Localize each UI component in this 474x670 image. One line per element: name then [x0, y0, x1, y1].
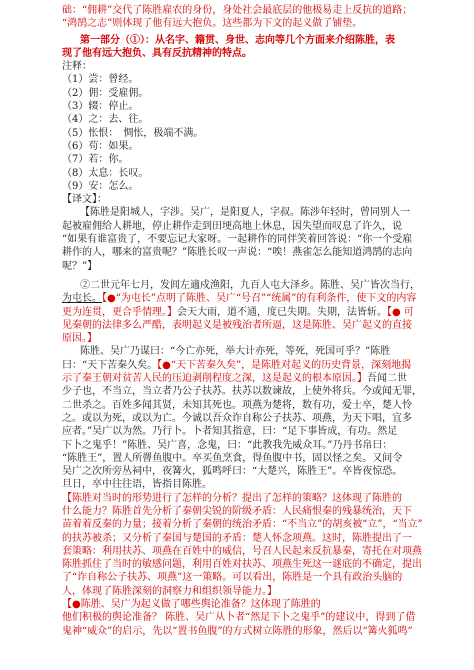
- passage-line: [62, 306, 437, 319]
- note-item: （5）怅恨： 惆怅，极端不满。: [62, 127, 204, 139]
- annotation-inline: 【●“天下苦秦久矣”，是陈胜对起义的历史背景，深刻地揭: [157, 359, 412, 371]
- passage-line: [62, 372, 437, 385]
- document-page: [62, 4, 437, 638]
- passage-line: ②二世元年七月，发闾左適戍渔阳，九百人屯大泽乡。陈胜、吴广皆次当行，: [80, 279, 420, 291]
- analysis-block: [62, 492, 437, 638]
- annotation-line: 原因。】: [62, 333, 97, 345]
- analysis-line: 【陈胜对当时的形势进行了怎样的分析？提出了怎样的策略？这体现了陈胜的: [62, 492, 402, 504]
- note-item: （7）若：你。: [62, 154, 129, 166]
- passage-text: 吾闻二世: [367, 373, 407, 385]
- question-line: 现了他有远大抱负、具有反抗精神的特点。: [62, 47, 252, 59]
- analysis-line: 了“诈自称公子扶苏、项燕”这一策略。可以看出，陈胜是一个具有政治头脑的: [62, 572, 403, 584]
- annotation-line: 见秦朝的法律多么严酷，表明起义是被残治者所逼，这是陈胜、吴广起义的直接: [62, 319, 412, 331]
- analysis-line: 他们积极的舆论准备？ 陈胜、吴广从卜者“然足下卜之鬼乎”的建议中，得到了借: [62, 612, 416, 624]
- intro-line: 础：“佣耕”交代了陈胜雇农的身份，身处社会最底层的他极易走上反抗的道路；: [62, 5, 413, 16]
- intro-line: “鸿鹄之志”则体现了他有远大抱负。这些都为下文的起义做了铺垫。: [62, 18, 363, 30]
- analysis-line: 什么能力？陈胜首先分析了秦朝尖锐的阶级矛盾：人民痛恨秦的残暴统治，天下: [62, 505, 412, 517]
- translation-line: 【陈胜是阳城人，字涉。吴广，是阳夏人，字叔。陈涉年轻时，曾同别人一: [80, 207, 410, 219]
- note-item: （3）辍：停止。: [62, 101, 139, 113]
- note-item: （4）之：去、往。: [62, 114, 149, 126]
- analysis-line: 的扶苏被杀；又分析了秦国与楚国的矛盾：楚人怀念项燕。这时，陈胜提出了一: [62, 532, 412, 544]
- note-item: （8）太息：长叹。: [62, 167, 149, 179]
- passage-line: 下卜之鬼乎！”陈胜、吴广喜，念鬼，曰：“此教我先威众耳。”乃丹书帛曰：: [62, 439, 393, 451]
- passage-text: 曰：“天下苦秦久矣。: [62, 359, 158, 371]
- passage-line: “陈胜王”，置人所罾鱼腹中。卒买鱼烹食，得鱼腹中书，固以怪之矣。又间令: [62, 452, 403, 464]
- intro-paragraph: [62, 4, 437, 31]
- passage-line: 陈胜、吴广乃谋曰：“今亡亦死，举大计亦死，等死，死国可乎？”陈胜: [80, 346, 391, 358]
- annotation-inline: 示了秦王朝对贫苦人民的压迫剥削程度之深，这是起义的根本原因。】: [62, 373, 367, 385]
- question-heading: [62, 34, 437, 61]
- note-item: （1）尝：曾经。: [62, 74, 139, 86]
- term-tunzhang: 为屯长。: [62, 293, 102, 305]
- passage-line: 应者。”吴广以为然。乃行卜。卜者知其指意，曰：“足下事皆成，有功。然足: [62, 426, 398, 438]
- analysis-line: 人，体现了陈胜深刻的洞察力和组织领导能力。】: [62, 585, 277, 597]
- passage-line: [62, 292, 437, 305]
- analysis-line: 套策略：利用扶苏、项燕在百姓中的威信，号召人民起来反抗暴秦，寄托在对项燕: [62, 545, 422, 557]
- translation-title: 【译文】：: [62, 194, 107, 206]
- passage-line: 少子也，不当立，当立者乃公子扶苏。扶苏以数谏故，上使外将兵。今或闻无罪，: [62, 386, 422, 398]
- passage-line: 旦日，卒中往往语，皆指目陈胜。: [62, 479, 212, 491]
- annotation-inline: 更为连贯，更合乎情理。】: [62, 306, 177, 318]
- passage-text: 会天大雨，道不通，度已失期。失期，法皆斩。: [177, 306, 387, 318]
- annotation-inline: 【●“为屯长”点明了陈胜、吴广“号召”“统属”的有利条件，使下文的内容: [102, 293, 417, 305]
- passage-line: 之。或以为死，或以为亡。今诚以吾众诈自称公子扶苏、项燕，为天下唱，宜多: [62, 412, 412, 424]
- translation-line: 起被雇佣给人耕地，停止耕作走到田埂高地上休息，因失望而叹息了许久，说: [62, 220, 402, 232]
- translation-paragraph: [62, 206, 437, 272]
- notes-list: [62, 73, 437, 193]
- translation-line: 呢？”】: [62, 260, 98, 272]
- notes-title: 注释：: [62, 61, 92, 73]
- translation-line: “如果有谁富贵了，不要忘记大家呀。一起耕作的同伴笑着回答说：“你一个受雇: [62, 234, 413, 246]
- passage-paragraph: [62, 279, 437, 492]
- translation-line: 耕作的人，哪来的富贵呢？”陈胜长叹一声说：“唉！燕雀怎么能知道鸿鹄的志向: [62, 247, 413, 259]
- passage-line: 二世杀之。百姓多闻其贤，未知其死也。项燕为楚将，数有功，爱士卒，楚人怜: [62, 399, 412, 411]
- annotation-inline: 【● 可: [387, 306, 414, 318]
- analysis-line: 苗着着反秦的力量；接着分析了秦朝的统治矛盾：“不当立”的胡亥被“立”，“当立”: [62, 519, 423, 531]
- question-line: 第一部分（①）：从名字、籍贯、身世、志向等几个方面来介绍陈胜，表: [80, 34, 395, 46]
- passage-line: [62, 359, 437, 372]
- note-item: （6）苟：如果。: [62, 140, 139, 152]
- analysis-line: 陈胜抓住了当时的敏感问题，利用百姓对扶苏、项燕生死这一谜底的不确定，提出: [62, 559, 422, 571]
- analysis-line: 【●陈胜、吴广为起义做了哪些舆论准备？这体现了陈胜的: [62, 599, 321, 611]
- note-item: （9）安：怎么。: [62, 180, 139, 192]
- note-item: （2）佣：受雇佣。: [62, 87, 149, 99]
- passage-line: 吴广之次所旁丛祠中，夜篝火，狐鸣呼曰：“大楚兴，陈胜王”。卒皆夜惊恐。: [62, 466, 403, 478]
- analysis-line: 鬼神“威众”的启示，先以“置书鱼腹”的方式树立陈胜的形象，然后以“篝火狐鸣”: [62, 625, 413, 637]
